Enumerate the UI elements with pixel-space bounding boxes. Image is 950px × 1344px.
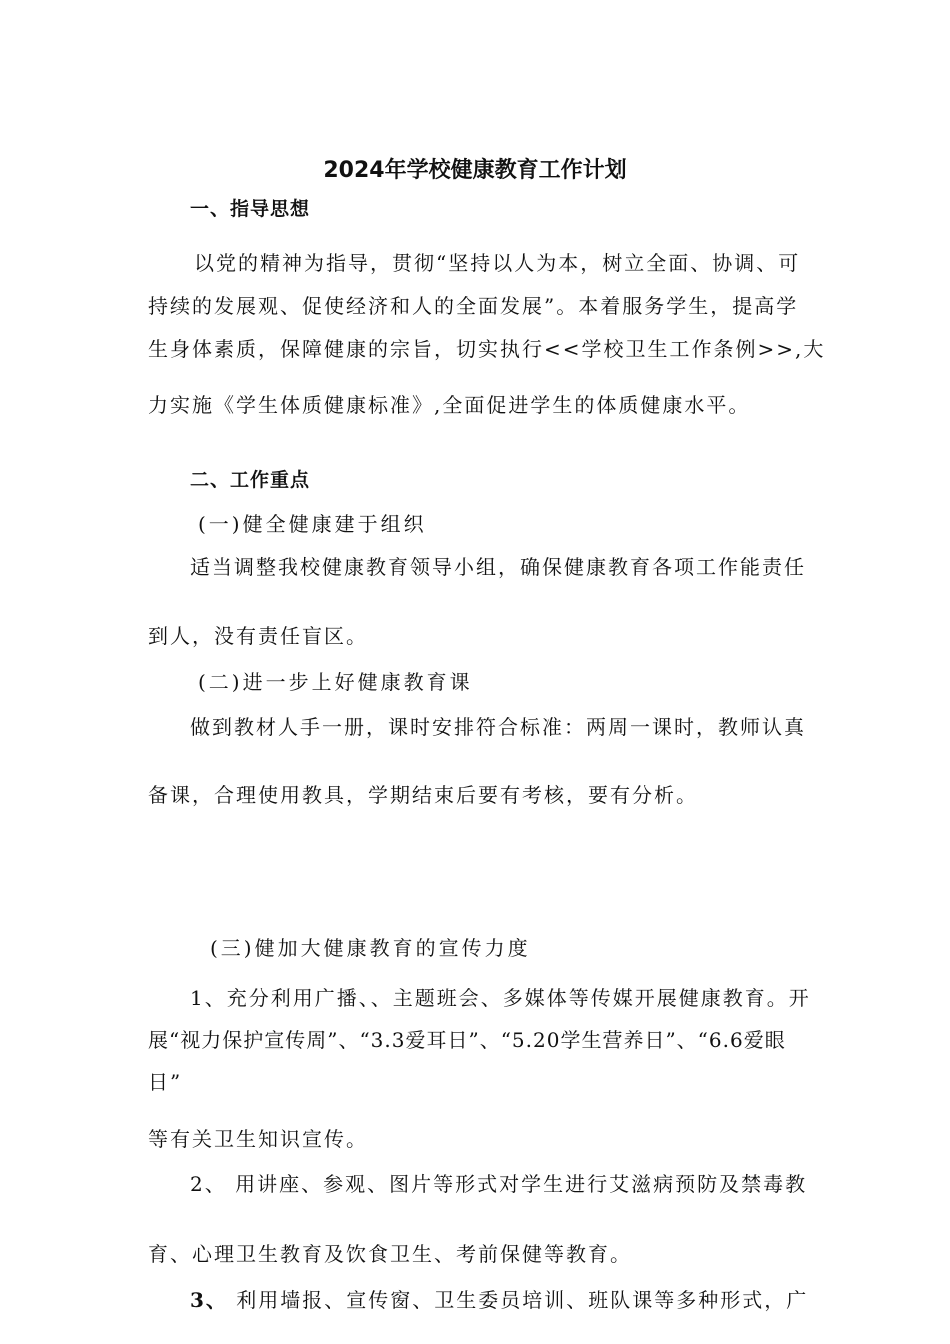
paragraph-line: 展“视力保护宣传周”、“3.3爱耳日”、“5.20学生营养日”、“6.6爱眼 <box>148 1028 786 1052</box>
paragraph-line: 育、心理卫生教育及饮食卫生、考前保健等教育。 <box>148 1242 632 1266</box>
subsection-title: (一)健全健康建于组织 <box>198 512 427 536</box>
page-title: 2024年学校健康教育工作计划 <box>323 158 627 183</box>
paragraph-line: 日” <box>148 1070 183 1094</box>
section-heading-work-focus: 二、工作重点 <box>190 469 311 491</box>
paragraph-line: 备课，合理使用教具，学期结束后要有考核，要有分析。 <box>148 783 698 807</box>
list-number: 3、 <box>190 1288 228 1312</box>
paragraph-line: 等有关卫生知识宣传。 <box>148 1127 368 1151</box>
paragraph-line: 到人，没有责任盲区。 <box>148 624 368 648</box>
paragraph-line: 持续的发展观、促使经济和人的全面发展”。本着服务学生，提高学 <box>148 294 799 318</box>
paragraph-line: 1、充分利用广播、、主题班会、多媒体等传媒开展健康教育。开 <box>190 986 811 1010</box>
paragraph-line: 生身体素质，保障健康的宗旨，切实执行<<学校卫生工作条例>>,大 <box>148 337 826 361</box>
paragraph-line <box>190 1286 808 1314</box>
paragraph-line: 做到教材人手一册，课时安排符合标准：两周一课时，教师认真 <box>190 715 806 739</box>
paragraph-line: 以党的精神为指导，贯彻“坚持以人为本，树立全面、协调、可 <box>194 251 801 275</box>
paragraph-line: 适当调整我校健康教育领导小组，确保健康教育各项工作能责任 <box>190 555 806 579</box>
list-text: 利用墙报、宣传窗、卫生委员培训、班队课等多种形式，广 <box>227 1288 809 1312</box>
section-heading-guiding-ideology: 一、指导思想 <box>190 198 311 220</box>
paragraph-line: 力实施《学生体质健康标准》,全面促进学生的体质健康水平。 <box>148 393 751 417</box>
subsection-title: (二)进一步上好健康教育课 <box>198 670 473 694</box>
paragraph-line: 2、 用讲座、参观、图片等形式对学生进行艾滋病预防及禁毒教 <box>190 1172 808 1196</box>
subsection-title: (三)健加大健康教育的宣传力度 <box>210 936 531 960</box>
